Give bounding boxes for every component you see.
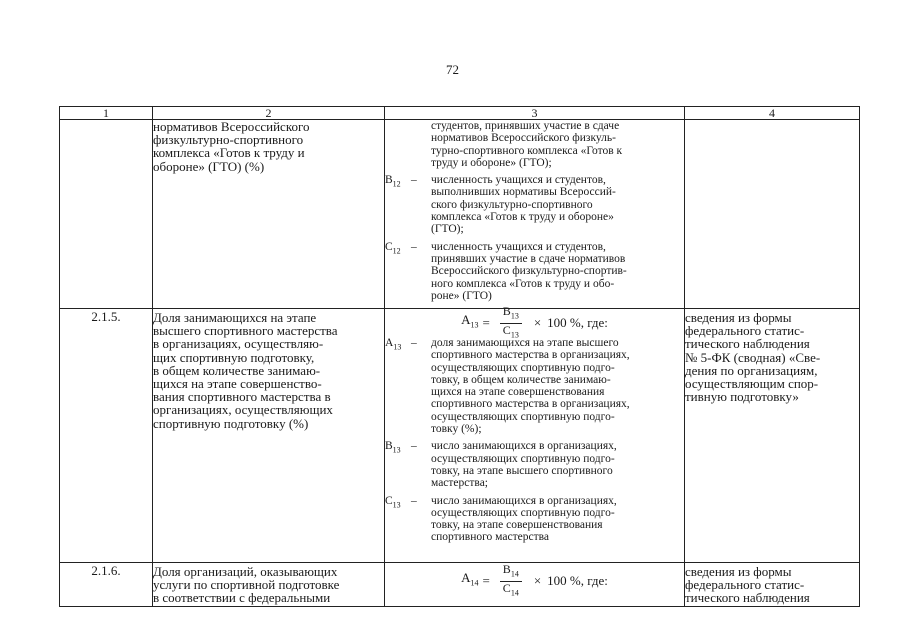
text-line: ского физкультурно-спортивного <box>431 198 593 211</box>
page-number: 72 <box>446 62 459 77</box>
text-line: мастерства; <box>431 477 488 490</box>
cell-indicator-name <box>153 120 385 309</box>
cell-number <box>60 120 153 309</box>
formula <box>385 563 684 599</box>
text-line: (ГТО); <box>431 223 464 236</box>
text-line: в соответствии с федеральными <box>153 590 331 606</box>
cell-formula <box>385 563 685 607</box>
text-line: труду и обороне» (ГТО); <box>431 156 552 169</box>
variable-description <box>431 495 684 544</box>
text-line: осуществляющих спортивную подго- <box>431 452 615 465</box>
text-line: выполнивших нормативы Всероссий- <box>431 186 616 199</box>
text-line: нормативов Всероссийского <box>153 119 310 134</box>
indicator-table <box>59 106 860 607</box>
header-col-4: 4 <box>685 107 860 120</box>
text-line: щихся на этапе совершенствования <box>431 386 605 399</box>
fraction <box>500 305 522 341</box>
text-line: турно-спортивного комплекса «Готов к <box>431 144 623 157</box>
text-line: вания спортивного мастерства в <box>153 389 331 405</box>
text-line: нормативов Всероссийского физкуль- <box>431 132 616 145</box>
formula <box>385 304 684 339</box>
text-line: Доля занимающихся на этапе <box>153 310 317 325</box>
dash: – <box>411 337 417 349</box>
text-line: осуществляющим спор- <box>685 376 819 392</box>
equals-sign: = <box>482 314 490 330</box>
text-line: ного комплекса «Готов к труду и обо- <box>431 277 615 290</box>
text-line: численность учащихся и студентов, <box>431 174 606 187</box>
variable-description <box>431 337 684 435</box>
numerator: $В_{14}$ <box>500 563 522 581</box>
cell-source <box>685 309 860 563</box>
text-line: Доля организаций, оказывающих <box>153 564 338 579</box>
variable-definition <box>385 241 684 302</box>
text-line: организациях, осуществляющих <box>153 402 333 418</box>
dash: – <box>411 174 417 187</box>
formula-lead-text <box>385 120 684 169</box>
text-line: высшего спортивного мастерства <box>153 323 338 339</box>
dash: – <box>411 240 417 253</box>
fraction <box>500 563 522 599</box>
formula-suffix: 100 %, где: <box>547 572 608 588</box>
header-col-1: 1 <box>60 107 153 120</box>
variable-definition <box>385 440 684 489</box>
text-line: комплекса «Готов к труду и <box>153 145 305 161</box>
text-line: комплекса «Готов к труду и обороне» <box>431 211 614 224</box>
text-line: федерального статис- <box>685 323 805 339</box>
variable-symbol: $В_{12}$ <box>385 174 401 189</box>
variable-definition <box>385 495 684 544</box>
text-line: тического наблюдения <box>685 336 810 352</box>
text-line: студентов, принявших участие в сдаче <box>431 120 620 132</box>
text-line: сведения из формы <box>685 564 792 579</box>
cell-formula <box>385 120 685 309</box>
cell-indicator-name <box>153 309 385 563</box>
text-line: доля занимающихся на этапе высшего <box>431 337 619 349</box>
text-line: в организациях, осуществляю- <box>153 336 324 352</box>
text-line: численность учащихся и студентов, <box>431 240 606 253</box>
text-line: число занимающихся в организациях, <box>431 494 617 507</box>
text-line: щихся на этапе совершенство- <box>153 376 322 392</box>
table-row-2-1-6 <box>60 563 860 607</box>
text-line: товку (%); <box>431 423 482 436</box>
variable-description <box>431 174 684 235</box>
cell-source <box>685 120 860 309</box>
formula-suffix: 100 %, где: <box>547 314 608 330</box>
table-row-continuation <box>60 120 860 309</box>
text-line: в общем количестве занимаю- <box>153 362 321 378</box>
cell-source <box>685 563 860 607</box>
times-sign: × <box>533 314 542 330</box>
table-header-row <box>60 107 860 120</box>
text-line: № 5-ФК (сводная) «Све- <box>685 349 821 365</box>
text-line: принявших участие в сдаче нормативов <box>431 252 626 265</box>
text-line: спортивного мастерства в организациях, <box>431 349 630 362</box>
text-line: осуществляющих спортивную подго- <box>431 361 615 374</box>
variable-symbol: $В_{13}$ <box>385 440 401 455</box>
dash: – <box>411 494 417 507</box>
table-row-2-1-5 <box>60 309 860 563</box>
text-line: товку, на этапе высшего спортивного <box>431 464 613 477</box>
text-line: щих спортивную подготовку, <box>153 349 315 365</box>
text-line: роне» (ГТО) <box>431 289 492 302</box>
text-line: спортивного мастерства в организациях, <box>431 398 630 411</box>
variable-description <box>431 440 684 489</box>
formula-lhs: $А_{13}$ <box>461 312 479 330</box>
text-line: тивную подготовку» <box>685 389 799 405</box>
header-col-2: 2 <box>153 107 385 120</box>
equals-sign: = <box>482 572 490 588</box>
times-sign: × <box>533 572 542 588</box>
text-line: Всероссийского физкультурно-спортив- <box>431 265 627 278</box>
text-line: тического наблюдения <box>685 590 810 606</box>
cell-formula <box>385 304 685 563</box>
variable-description <box>431 241 684 302</box>
text-line: товку, в общем количестве занимаю- <box>431 373 611 386</box>
text-line: спортивную подготовку (%) <box>153 415 309 431</box>
row-number: 2.1.5. <box>60 309 153 563</box>
variable-symbol: $А_{13}$ <box>385 337 402 352</box>
cell-indicator-name <box>153 563 385 607</box>
denominator: $С_{13}$ <box>502 322 519 339</box>
variable-symbol: $С_{13}$ <box>385 494 401 509</box>
text-line: физкультурно-спортивного <box>153 132 304 148</box>
header-col-3: 3 <box>385 107 685 120</box>
text-line: федерального статис- <box>685 577 805 593</box>
variable-definition <box>385 337 684 435</box>
variable-symbol: $С_{12}$ <box>385 240 401 255</box>
text-line: спортивного мастерства <box>431 531 549 544</box>
text-line: число занимающихся в организациях, <box>431 440 617 453</box>
numerator: $В_{13}$ <box>500 305 522 323</box>
text-line: услуги по спортивной подготовке <box>153 577 340 593</box>
text-line: обороне» (ГТО) (%) <box>153 158 265 174</box>
dash: – <box>411 440 417 453</box>
denominator: $С_{14}$ <box>502 580 519 597</box>
variable-definition <box>385 174 684 235</box>
text-line: осуществляющих спортивную подго- <box>431 506 615 519</box>
text-line: дения по организациям, <box>685 362 818 378</box>
formula-lhs: $А_{14}$ <box>461 570 479 588</box>
text-line: сведения из формы <box>685 310 792 325</box>
row-number: 2.1.6. <box>60 563 153 607</box>
text-line: осуществляющих спортивную подго- <box>431 410 615 423</box>
text-line: товку, на этапе совершенствования <box>431 519 603 532</box>
